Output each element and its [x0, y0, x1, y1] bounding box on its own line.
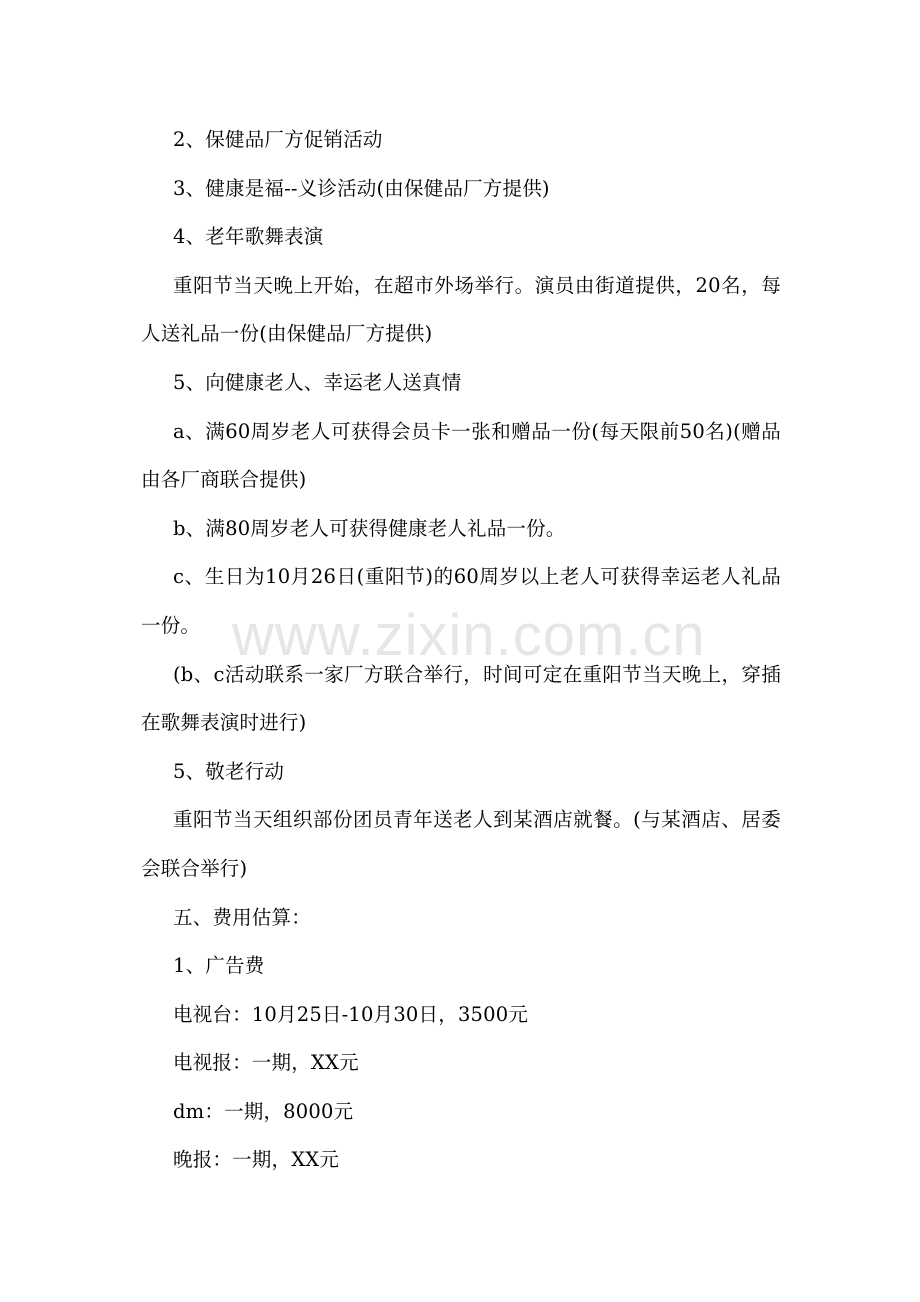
- paragraph-tv-station: 电视台：10月25日-10月30日，3500元: [173, 1002, 529, 1026]
- paragraph-respect-detail: 重阳节当天组织部份团员青年送老人到某酒店就餐。(与某酒店、居委会联合举行): [141, 808, 781, 880]
- paragraph-care-heading: 5、向健康老人、幸运老人送真情: [173, 370, 462, 394]
- paragraph-item-a: a、满60周岁老人可获得会员卡一张和赠品一份(每天限前50名)(赠品由各厂商联合提供): [141, 419, 781, 492]
- paragraph-evening-paper: 晚报：一期，XX元: [173, 1148, 340, 1172]
- paragraph-note-bc: (b、c活动联系一家厂方联合举行，时间可定在重阳节当天晚上，穿插在歌舞表演时进行): [141, 662, 781, 735]
- paragraph-item-b: b、满80周岁老人可获得健康老人礼品一份。: [173, 516, 566, 540]
- paragraph-dm: dm：一期，8000元: [173, 1099, 354, 1123]
- watermark: www.zixin.com.cn: [232, 603, 706, 668]
- section-heading-budget: 五、费用估算：: [173, 905, 311, 929]
- paragraph-tv-paper: 电视报：一期，XX元: [173, 1051, 359, 1075]
- document-body: [141, 116, 781, 1185]
- paragraph-dance-detail: 重阳节当天晚上开始，在超市外场举行。演员由街道提供，20名，每人送礼品一份(由保健品厂方提供): [141, 273, 781, 346]
- paragraph-respect-heading: 5、敬老行动: [173, 759, 285, 783]
- paragraph-ad-fee: 1、广告费: [173, 954, 265, 978]
- paragraph-promotion: 2、保健品厂方促销活动: [173, 128, 383, 151]
- paragraph-clinic: 3、健康是福--义诊活动(由保健品厂方提供): [173, 176, 550, 200]
- paragraph-item-c: c、生日为10月26日(重阳节)的60周岁以上老人可获得幸运老人礼品一份。: [141, 565, 781, 637]
- paragraph-dance-heading: 4、老年歌舞表演: [173, 225, 324, 249]
